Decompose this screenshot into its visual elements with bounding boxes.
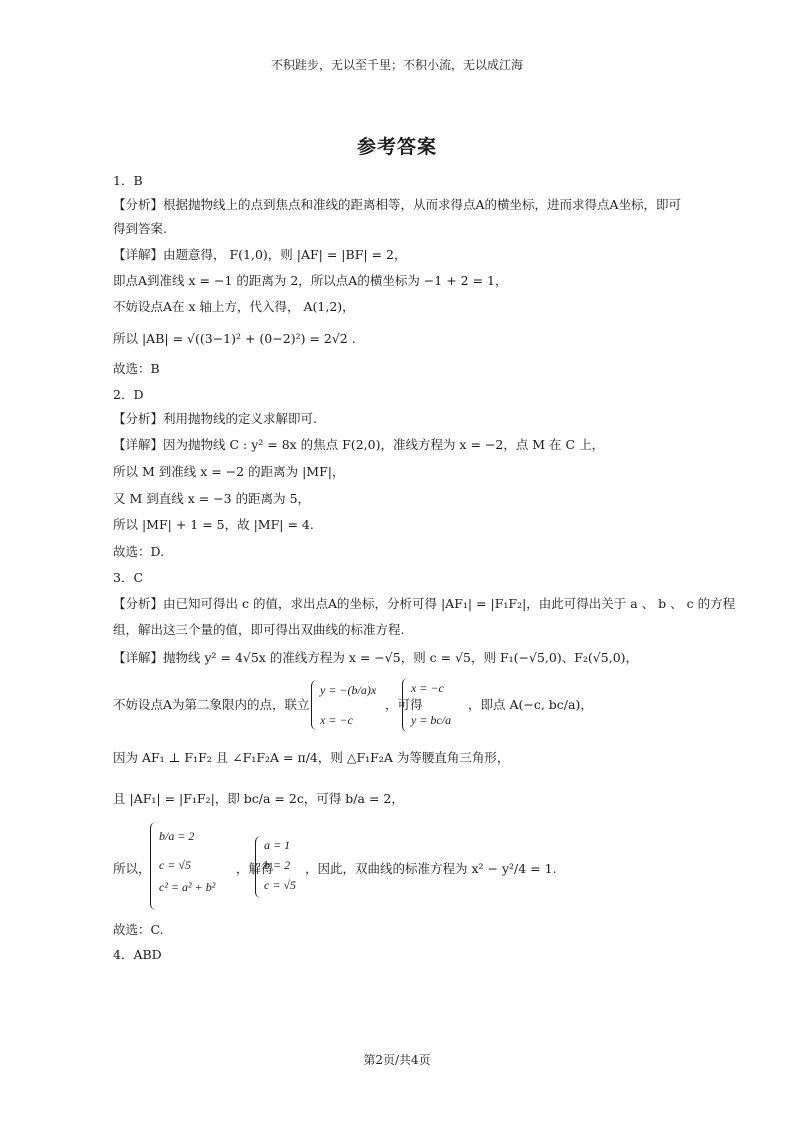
system-3-row-3: c² = a² + b² — [159, 880, 216, 894]
system-2-row-2: y = bc/a — [411, 713, 452, 727]
system-4-row-3: c = √5 — [264, 878, 297, 892]
q2-number: 2．D — [113, 387, 144, 402]
q1-number: 1．B — [113, 173, 143, 188]
q3-detail-4: 且 |AF₁| = |F₁F₂|，即 bc/a = 2c，可得 b/a = 2， — [113, 791, 404, 806]
q2-detail-3: 又 M 到直线 x = −3 的距离为 5， — [113, 491, 311, 506]
q3-detail-5-mid: ，解得 — [236, 861, 274, 876]
q3-detail-3: 因为 AF₁ ⊥ F₁F₂ 且 ∠F₁F₂A = π/4，则 △F₁F₂A 为等腰直角三角形， — [113, 750, 510, 765]
system-brace — [311, 680, 318, 730]
system-4-row-2: b = 2 — [264, 858, 291, 872]
q3-detail-5-pre: 所以， — [113, 861, 151, 876]
system-1-row-2: x = −c — [320, 713, 353, 727]
q1-analysis-cont: 得到答案. — [113, 221, 167, 236]
q1-detail-2: 即点A到准线 x = −1 的距离为 2，所以点A的横坐标为 −1 + 2 = 1， — [113, 273, 508, 288]
q3-analysis-cont: 组，解出这三个量的值，即可得出双曲线的标准方程. — [113, 622, 405, 637]
q1-detail-1: 【详解】由题意得， F(1,0)，则 |AF| = |BF| = 2， — [113, 247, 407, 262]
q2-detail-2: 所以 M 到准线 x = −2 的距离为 |MF|， — [113, 464, 345, 479]
q4-number: 4．ABD — [113, 947, 162, 962]
page-title: 参考答案 — [356, 136, 437, 158]
q1-analysis: 【分析】根据抛物线上的点到焦点和准线的距离相等，从而求得点A的横坐标，进而求得点A坐标，即可 — [113, 197, 682, 212]
q1-detail-4: 所以 |AB| = √((3−1)² + (0−2)²) = 2√2 . — [113, 331, 356, 346]
system-3-row-2: c = √5 — [159, 858, 192, 872]
q3-answer: 故选：C. — [113, 922, 164, 937]
header-motto: 不积跬步，无以至千里；不积小流，无以成江海 — [270, 58, 523, 72]
system-brace — [150, 822, 157, 910]
system-3-row-1: b/a = 2 — [159, 829, 195, 843]
q2-answer: 故选：D. — [113, 544, 165, 559]
q3-detail-2-mid: ，可得 — [385, 697, 423, 712]
system-1-row-1: y = −(b/a)x — [320, 683, 377, 697]
q1-detail-3: 不妨设点A在 x 轴上方，代入得， A(1,2)， — [113, 299, 355, 314]
q1-answer: 故选：B — [113, 361, 160, 376]
q3-detail-5-post: ，因此，双曲线的标准方程为 x² − y²/4 = 1. — [305, 861, 557, 876]
system-4-row-1: a = 1 — [264, 838, 291, 852]
page-footer: 第2页/共4页 — [363, 1053, 431, 1067]
system-brace — [255, 836, 262, 898]
q2-analysis: 【分析】利用抛物线的定义求解即可. — [113, 411, 317, 426]
q3-detail-2-pre: 不妨设点A为第二象限内的点，联立 — [113, 697, 310, 712]
q3-number: 3．C — [113, 570, 144, 585]
q3-detail-1: 【详解】抛物线 y² = 4√5x 的准线方程为 x = −√5，则 c = √5，则 F₁(−√5,0)、F₂(√5,0)， — [113, 650, 639, 665]
system-brace — [402, 678, 409, 732]
system-2-row-1: x = −c — [411, 681, 444, 695]
q3-detail-2-post: ，即点 A(−c, bc/a)， — [468, 697, 593, 712]
q3-analysis: 【分析】由已知可得出 c 的值，求出点A的坐标，分析可得 |AF₁| = |F₁F₂|，由此可得出关于 a 、 b 、 c 的方程 — [113, 596, 736, 611]
q2-detail-4: 所以 |MF| + 1 = 5，故 |MF| = 4. — [113, 517, 314, 532]
q2-detail-1: 【详解】因为抛物线 C : y² = 8x 的焦点 F(2,0)，准线方程为 x = −2，点 M 在 C 上， — [113, 437, 605, 452]
